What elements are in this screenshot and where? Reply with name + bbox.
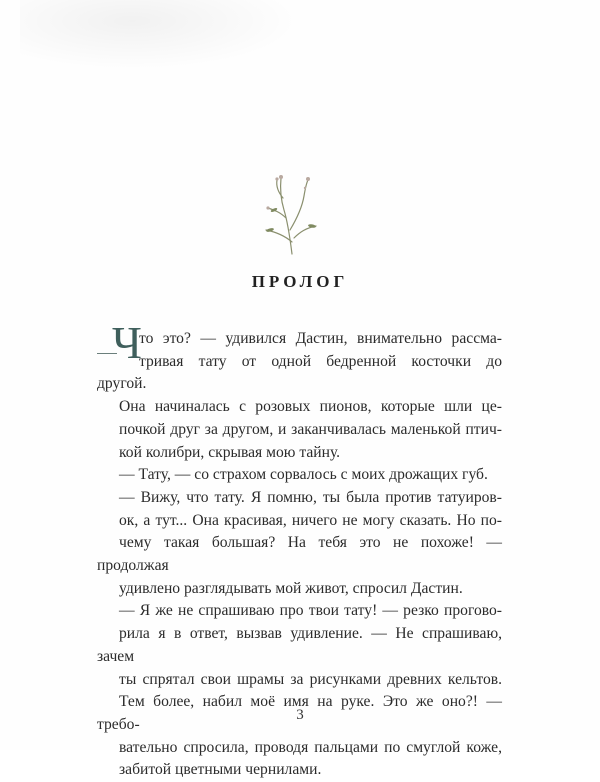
chapter-title: ПРОЛОГ bbox=[251, 272, 349, 291]
text-line: — Вижу, что тату. Я помню, ты была против татуиров- bbox=[119, 488, 502, 506]
text-line: забитой цветными чернилами. bbox=[119, 761, 322, 779]
paragraph bbox=[97, 600, 502, 782]
text-line: ты спрятал свои шрамы за рисунками древних кельтов. bbox=[119, 670, 502, 688]
text-line: почкой друг за другом, и заканчивалась маленькой птич- bbox=[119, 420, 502, 438]
text-line: ок, а тут... Она красивая, ничего не могу сказать. Но по- bbox=[119, 511, 502, 529]
text-line: то это? — удивился Дастин, внимательно рассма- bbox=[139, 330, 502, 347]
page-number: 3 bbox=[296, 707, 304, 723]
floral-sprig-icon bbox=[250, 168, 330, 258]
text-line: рила я в ответ, вызвав удивление. — Не спрашиваю, зачем bbox=[97, 625, 502, 665]
scan-shadow bbox=[20, 0, 300, 70]
paragraph bbox=[97, 464, 502, 487]
text-line: Она начиналась с розовых пионов, которые шли це- bbox=[119, 398, 502, 416]
paragraph bbox=[97, 396, 502, 464]
text-line: кой колибри, скрывая мою тайну. bbox=[119, 443, 341, 461]
text-line: удивлено разглядывать мой живот, спросил Дастин. bbox=[119, 579, 463, 597]
text-line: чему такая большая? На тебя это не похоже! — продолжая bbox=[97, 534, 502, 575]
dropcap-letter: Ч bbox=[112, 317, 142, 368]
text-line: — Я же не спрашиваю про твои тату! — резко прогово- bbox=[119, 602, 502, 620]
text-line: другой. bbox=[97, 375, 147, 393]
paragraph bbox=[97, 487, 502, 601]
text-line: вательно спросила, проводя пальцами по смуглой коже, bbox=[119, 738, 502, 756]
text-line: — Тату, — со страхом сорвалось с моих дрожащих губ. bbox=[119, 466, 488, 484]
first-paragraph bbox=[97, 317, 502, 373]
dropcap-ornament bbox=[97, 317, 142, 374]
text-line: Тем более, набил моё имя на руке. Это же оно?! — требо- bbox=[97, 693, 502, 733]
text-line: тривая тату от одной бедренной косточки до bbox=[139, 352, 502, 370]
